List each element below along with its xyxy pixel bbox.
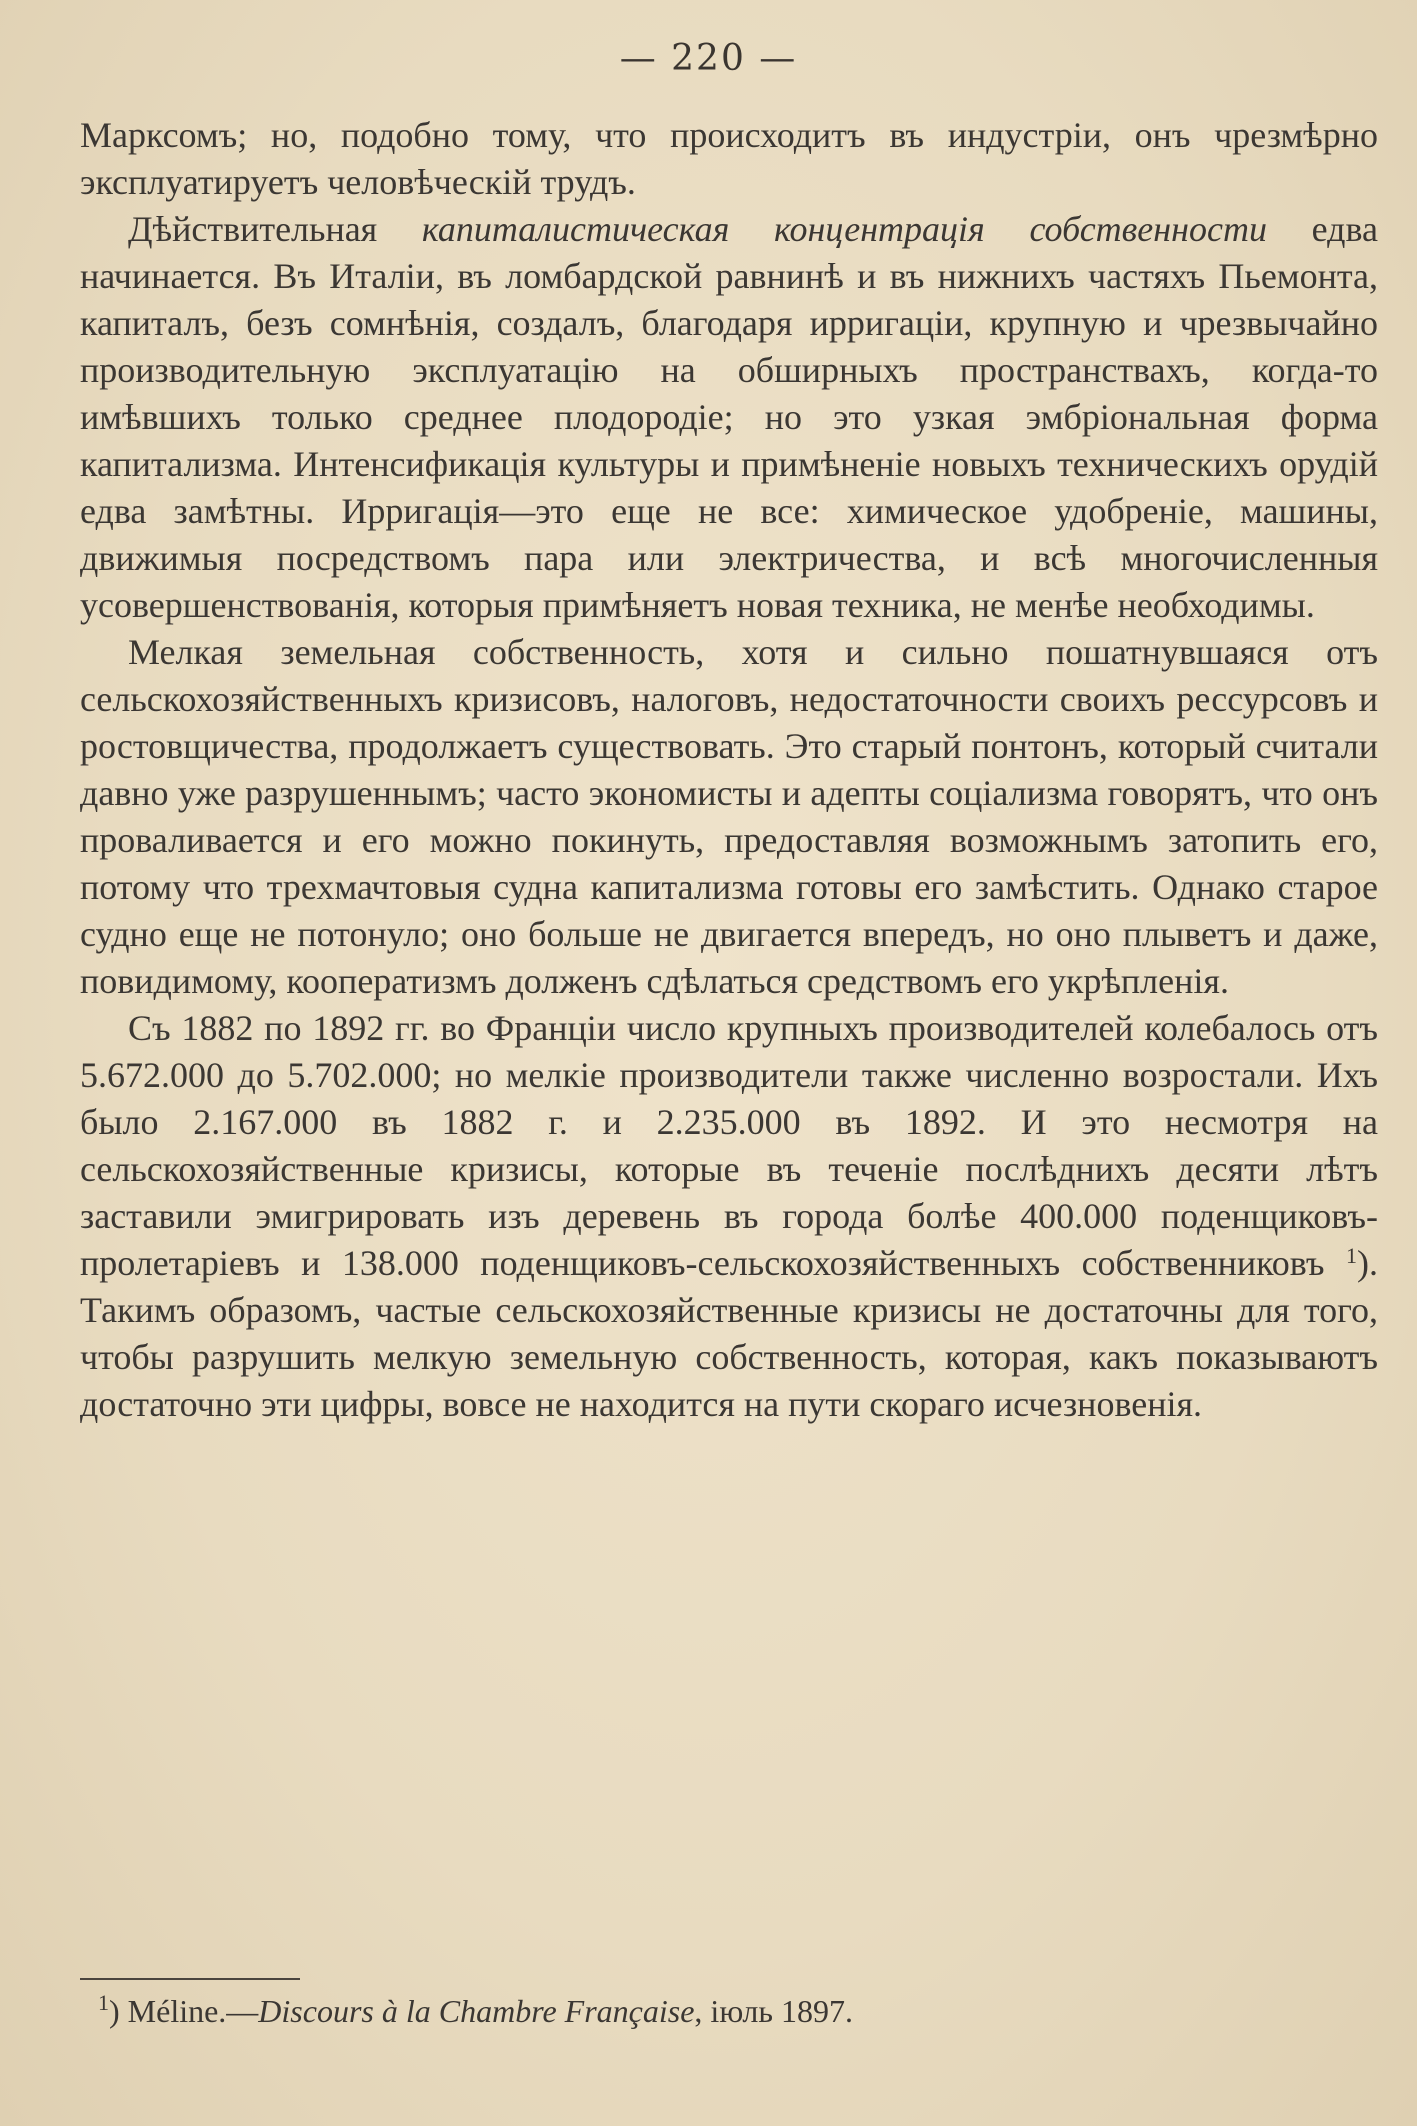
- body-text: [80, 112, 1378, 1428]
- paragraph-2-text-start: Дѣйствительная: [128, 209, 422, 249]
- page-number: — 220 —: [619, 38, 798, 79]
- footnote-divider: [80, 1978, 300, 1980]
- paragraph-4-text-end: ). Такимъ образомъ, частые сельскохозяйственные кризисы не достаточны для того, чтобы разрушить мелкую земельную собственность, которая, какъ показываютъ достаточно эти цифры, вовсе не находится на пути скораго исчезновенія.: [80, 1243, 1378, 1424]
- footnote-title: Discours à la Chambre Française: [258, 1993, 695, 2029]
- paragraph-4: [80, 1005, 1378, 1428]
- paragraph-1-text: Марксомъ; но, подобно тому, что происходитъ въ индустріи, онъ чрезмѣрно эксплуатируетъ человѣческій трудъ.: [80, 115, 1378, 202]
- paragraph-1: [80, 112, 1378, 206]
- paragraph-2-italic-term: капиталистическая концентрація собственности: [421, 209, 1267, 249]
- footnote: [98, 1990, 1358, 2032]
- footnote-reference[interactable]: 1: [1346, 1243, 1357, 1268]
- footnote-author: Méline.—: [127, 1993, 259, 2029]
- paragraph-3-text: Мелкая земельная собственность, хотя и сильно пошатнувшаяся отъ сельскохозяйственныхъ кризисовъ, налоговъ, недостаточности своихъ рессурсовъ и ростовщичества, продолжаетъ существовать. Это старый понтонъ, который считали давно уже разрушеннымъ; часто экономисты и адепты соціализма говорятъ, что онъ проваливается и его можно покинуть, предоставляя возможнымъ затопить его, потому что трехмачтовыя судна капитализма готовы его замѣстить. Однако старое судно еще не потонуло; оно больше не двигается впередъ, но оно плыветъ и даже, повидимому, кооператизмъ долженъ сдѣлаться средствомъ его укрѣпленія.: [80, 632, 1378, 1001]
- paragraph-2: [80, 206, 1378, 629]
- paragraph-2-text-end: едва начинается. Въ Италіи, въ ломбардской равнинѣ и въ нижнихъ частяхъ Пьемонта, капиталъ, безъ сомнѣнія, создалъ, благодаря ирригаціи, крупную и чрезвычайно производительную эксплуатацію на обширныхъ пространствахъ, когда-то имѣвшихъ только среднее плодородіе; но это узкая эмбріональная форма капитализма. Интенсификація культуры и примѣненіе новыхъ техническихъ орудій едва замѣтны. Ирригація—это еще не все: химическое удобреніе, машины, движимыя посредствомъ пара или электричества, и всѣ многочисленныя усовершенствованія, которыя примѣняетъ новая техника, не менѣе необходимы.: [80, 209, 1378, 625]
- paragraph-4-text-start: Съ 1882 по 1892 гг. во Франціи число крупныхъ производителей колебалось отъ 5.672.000 до 5.702.000; но мелкіе производители также численно возростали. Ихъ было 2.167.000 въ 1882 г. и 2.235.000 въ 1892. И это несмотря на сельскохозяйственные кризисы, которые въ теченіе послѣднихъ десяти лѣтъ заставили эмигрировать изъ деревень въ города болѣе 400.000 поденщиковъ-пролетаріевъ и 138.000 поденщиковъ-сельскохозяйственныхъ собственниковъ: [80, 1008, 1378, 1283]
- footnote-marker-suffix: ): [109, 1993, 128, 2029]
- paragraph-3: [80, 629, 1378, 1005]
- footnote-date: , іюль 1897.: [694, 1993, 853, 2029]
- footnote-marker: 1: [98, 1990, 109, 2015]
